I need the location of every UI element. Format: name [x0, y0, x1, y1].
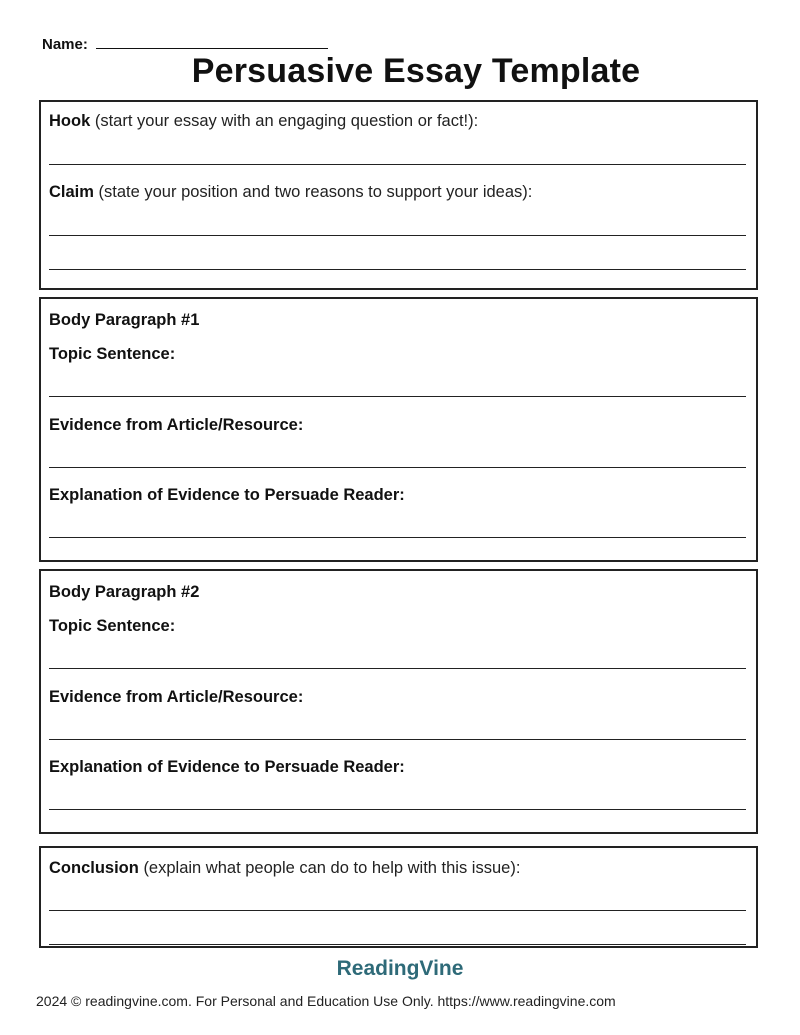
claim-write-line-1[interactable]	[49, 235, 746, 236]
hook-hint: (start your essay with an engaging question or fact!):	[94, 112, 479, 130]
name-row	[42, 34, 328, 53]
conclusion-hint: (explain what people can do to help with this issue):	[143, 859, 521, 877]
body1-explanation-write-line[interactable]	[49, 537, 746, 538]
body2-evidence-write-line[interactable]	[49, 739, 746, 740]
conclusion-write-line-2[interactable]	[49, 944, 746, 945]
conclusion-section	[39, 846, 758, 948]
conclusion-label: Conclusion	[49, 859, 139, 877]
body-paragraph-1-section	[39, 297, 758, 562]
conclusion-write-line-1[interactable]	[49, 910, 746, 911]
body1-evidence-write-line[interactable]	[49, 467, 746, 468]
claim-hint: (state your position and two reasons to support your ideas):	[98, 183, 533, 201]
claim-write-line-2[interactable]	[49, 269, 746, 270]
body1-topic-write-line[interactable]	[49, 396, 746, 397]
page-title: Persuasive Essay Template	[191, 52, 641, 90]
footer-copyright: 2024 © readingvine.com. For Personal and Education Use Only. https://www.readingvine.com	[36, 993, 616, 1009]
hook-label: Hook	[49, 112, 91, 130]
readingvine-logo: ReadingVine	[336, 957, 464, 980]
body2-topic-label: Topic Sentence:	[49, 617, 176, 635]
intro-section	[39, 100, 758, 290]
body2-explanation-label: Explanation of Evidence to Persuade Reader:	[49, 758, 405, 776]
body1-evidence-label: Evidence from Article/Resource:	[49, 416, 304, 434]
body-paragraph-2-section	[39, 569, 758, 834]
body2-evidence-label: Evidence from Article/Resource:	[49, 688, 304, 706]
body2-explanation-write-line[interactable]	[49, 809, 746, 810]
claim-label: Claim	[49, 183, 94, 201]
hook-write-line[interactable]	[49, 164, 746, 165]
name-input-line[interactable]	[96, 34, 328, 49]
name-label: Name:	[42, 36, 88, 53]
body1-explanation-label: Explanation of Evidence to Persuade Reader:	[49, 486, 405, 504]
body1-topic-label: Topic Sentence:	[49, 345, 176, 363]
body2-topic-write-line[interactable]	[49, 668, 746, 669]
body1-heading: Body Paragraph #1	[49, 311, 200, 329]
body2-heading: Body Paragraph #2	[49, 583, 200, 601]
